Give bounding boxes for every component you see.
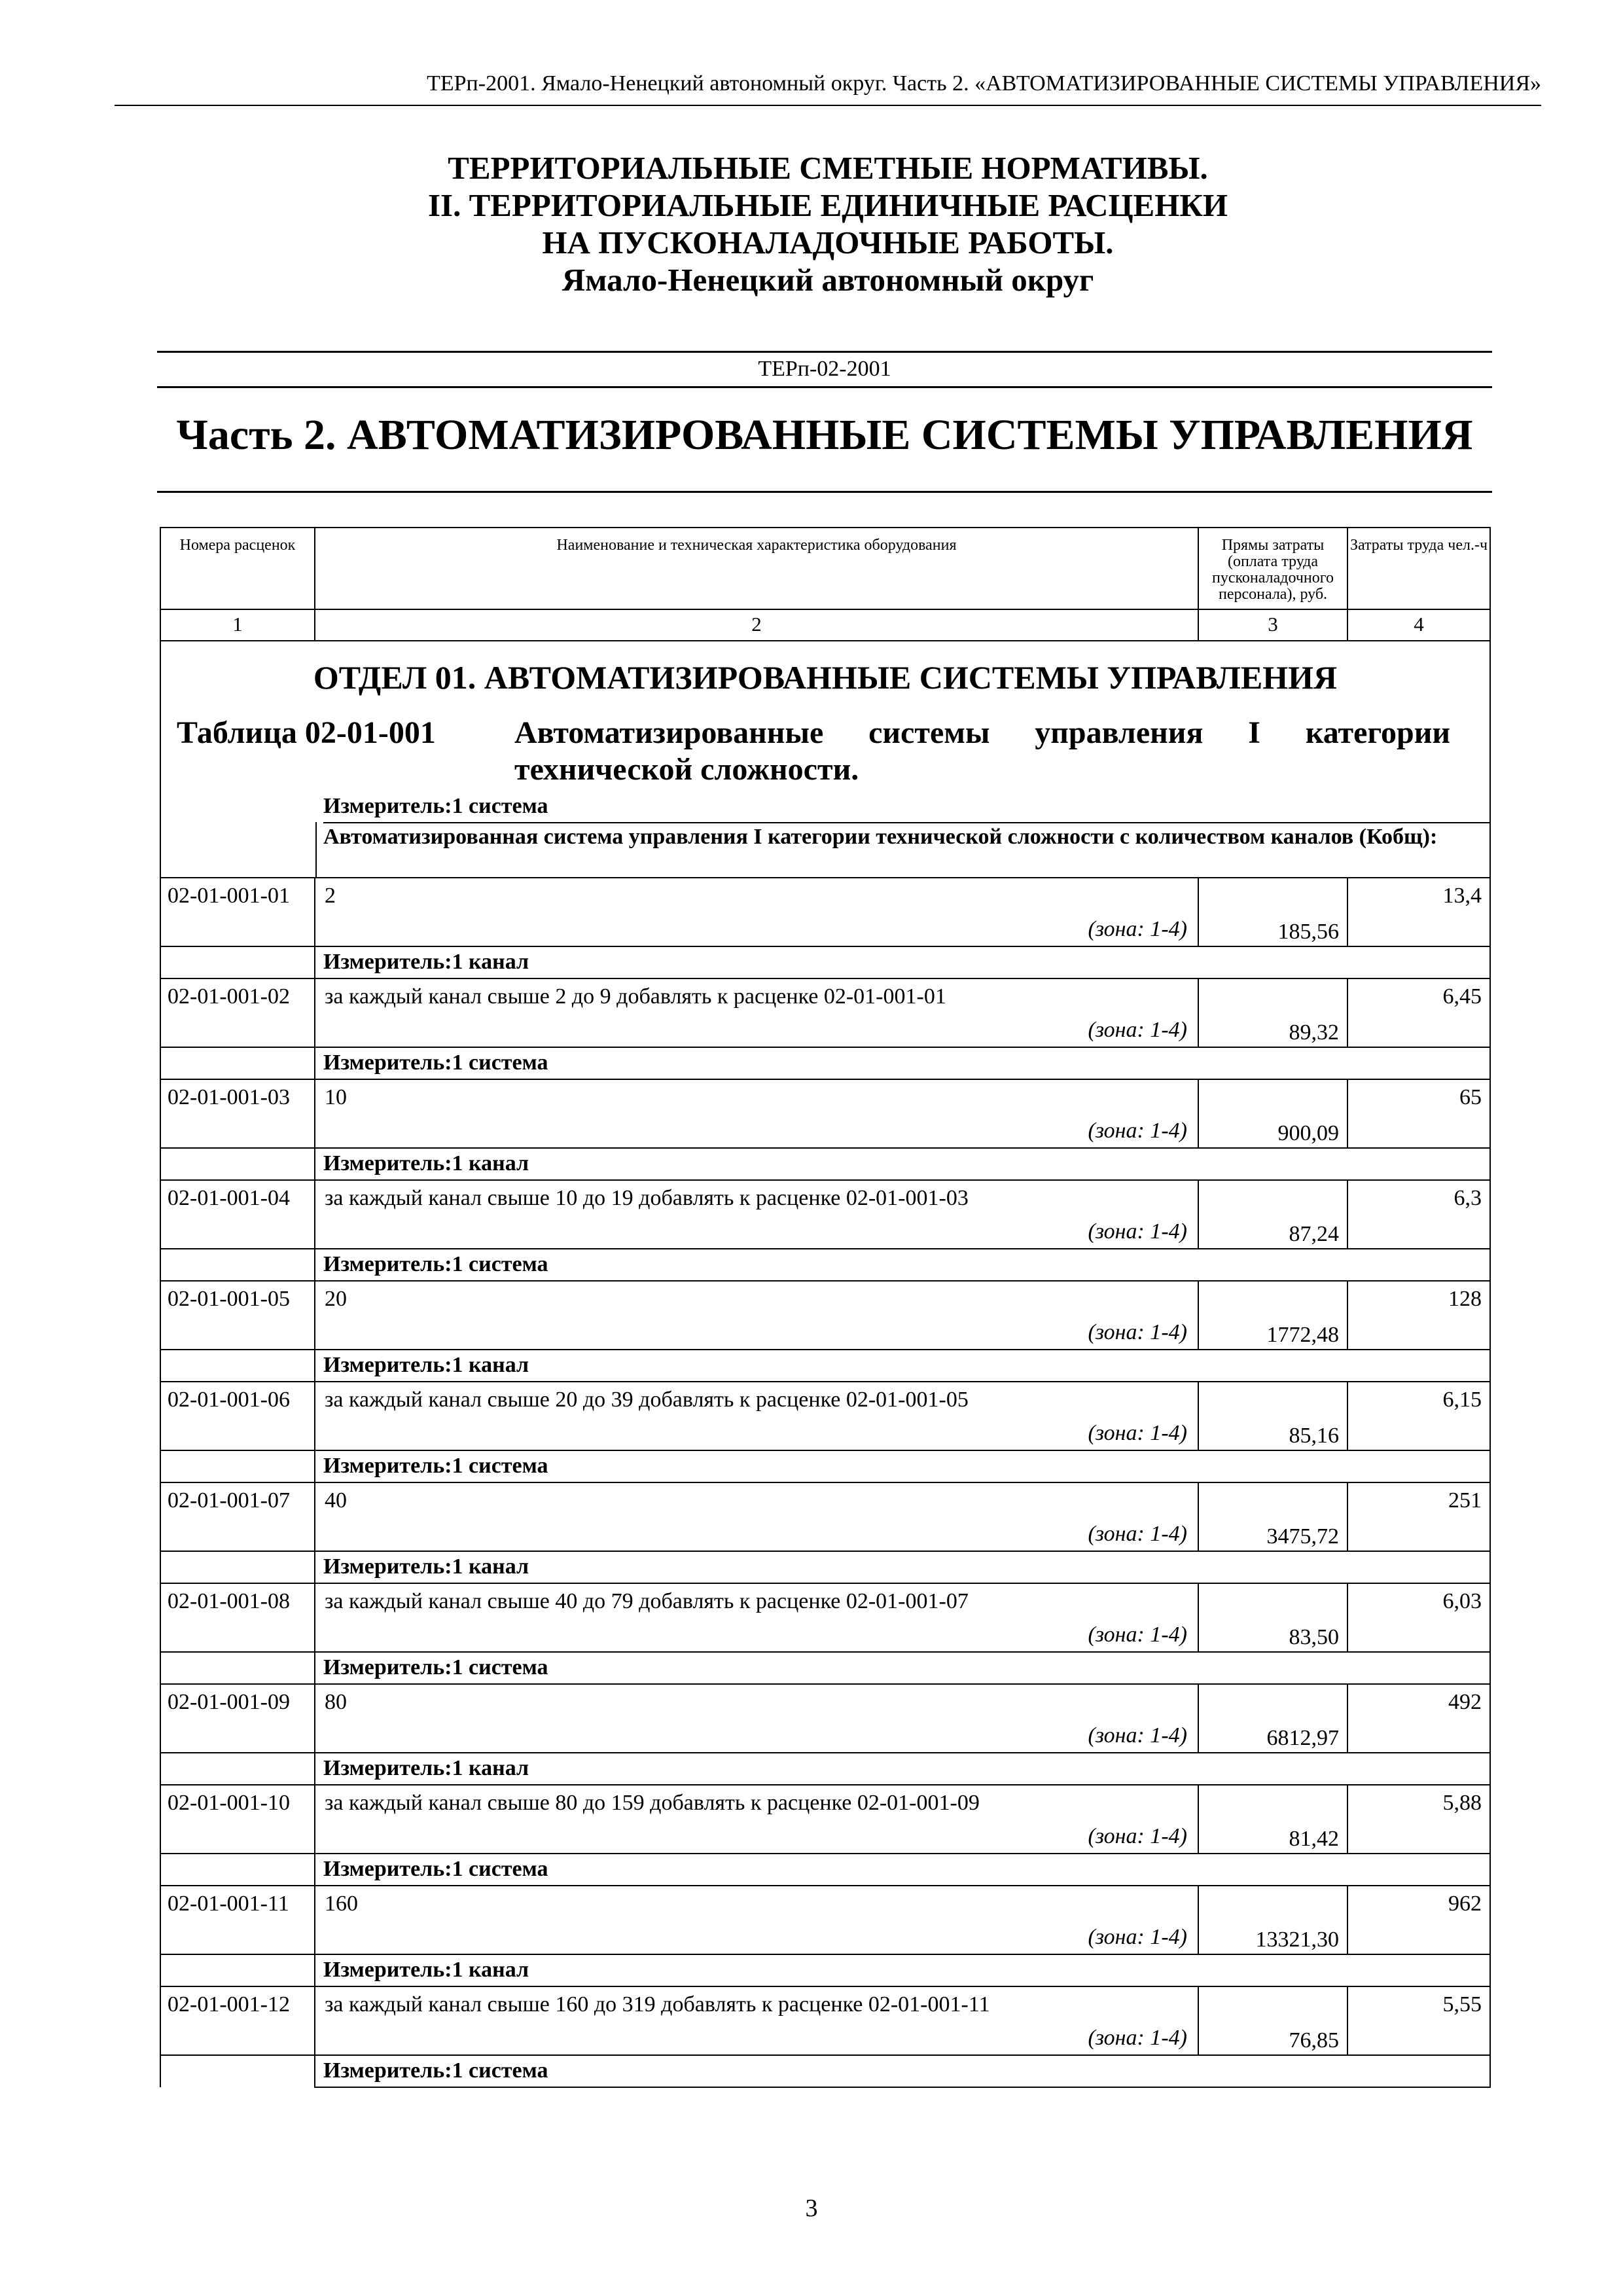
column-number: 2: [315, 609, 1198, 641]
meter-row: [160, 1350, 1490, 1382]
main-title-line-4: Ямало-Ненецкий автономный округ: [562, 262, 1094, 298]
rate-name-cell: [315, 1281, 1198, 1350]
zone-label: (зона: 1-4): [1088, 1119, 1187, 1143]
meter-spacer: [160, 1551, 315, 1583]
direct-cost: 185,56: [1198, 878, 1347, 946]
direct-cost: 6812,97: [1198, 1684, 1347, 1753]
labor-cost: 13,4: [1347, 878, 1490, 946]
meter-row: [160, 1450, 1490, 1482]
rate-code: 02-01-001-10: [160, 1785, 315, 1854]
zone-label: (зона: 1-4): [1088, 1522, 1187, 1546]
meter-spacer: [160, 1249, 315, 1281]
table-row: [160, 1079, 1490, 1148]
direct-cost: 900,09: [1198, 1079, 1347, 1148]
labor-cost: 251: [1347, 1482, 1490, 1551]
meter-row: [160, 1148, 1490, 1180]
rates-table: [160, 527, 1491, 2088]
table-row: [160, 1684, 1490, 1753]
labor-cost: 6,03: [1347, 1583, 1490, 1652]
meter-label: Измеритель:1 система: [315, 1047, 1490, 1079]
main-title-line-1: ТЕРРИТОРИАЛЬНЫЕ СМЕТНЫЕ НОРМАТИВЫ.: [448, 150, 1208, 186]
rate-code: 02-01-001-04: [160, 1180, 315, 1249]
zone-label: (зона: 1-4): [1088, 2026, 1187, 2050]
rate-name-cell: [315, 1079, 1198, 1148]
meter-spacer: [160, 1450, 315, 1482]
column-number: 4: [1347, 609, 1490, 641]
meter-label: Измеритель:1 канал: [315, 946, 1490, 978]
rate-name-cell: [315, 978, 1198, 1047]
meter-label: Измеритель:1 система: [315, 2055, 1490, 2087]
meter-row: [160, 946, 1490, 978]
zone-label: (зона: 1-4): [1088, 1018, 1187, 1042]
direct-cost: 89,32: [1198, 978, 1347, 1047]
rate-code: 02-01-001-07: [160, 1482, 315, 1551]
header-equipment-name: Наименование и техническая характеристика оборудования: [315, 528, 1198, 609]
rate-name-cell: [315, 1180, 1198, 1249]
section-description: Автоматизированная система управления I категории технической сложности с количеством каналов (Кобщ):: [323, 825, 1438, 849]
direct-cost: 1772,48: [1198, 1281, 1347, 1350]
rate-name: за каждый канал свыше 10 до 19 добавлять к расценке 02-01-001-03: [325, 1186, 969, 1210]
doc-code-bottom-rule: [157, 386, 1492, 388]
meter-divider: [323, 822, 1489, 823]
meter-spacer: [160, 1148, 315, 1180]
labor-cost: 5,88: [1347, 1785, 1490, 1854]
labor-cost: 6,45: [1347, 978, 1490, 1047]
column-number: 1: [160, 609, 315, 641]
rate-name: за каждый канал свыше 2 до 9 добавлять к расценке 02-01-001-01: [325, 984, 946, 1009]
meter-row: [160, 1551, 1490, 1583]
table-row: [160, 978, 1490, 1047]
rate-name: 20: [325, 1287, 347, 1311]
rate-code: 02-01-001-09: [160, 1684, 315, 1753]
zone-label: (зона: 1-4): [1088, 917, 1187, 941]
meter-spacer: [160, 1047, 315, 1079]
rate-name: 80: [325, 1690, 347, 1714]
labor-cost: 962: [1347, 1886, 1490, 1954]
meter-row: [160, 1652, 1490, 1684]
direct-cost: 81,42: [1198, 1785, 1347, 1854]
page-number: 3: [805, 2195, 818, 2222]
rate-name-cell: [315, 1986, 1198, 2055]
meter-label: Измеритель:1 система: [315, 1450, 1490, 1482]
meter-spacer: [160, 946, 315, 978]
table-row: [160, 1482, 1490, 1551]
header-labor-costs: Затраты труда чел.-ч: [1347, 528, 1490, 609]
meter-label: Измеритель:1 канал: [315, 1350, 1490, 1382]
direct-cost: 76,85: [1198, 1986, 1347, 2055]
labor-cost: 492: [1347, 1684, 1490, 1753]
doc-code: ТЕРп-02-2001: [758, 357, 891, 381]
table-row: [160, 878, 1490, 946]
meter-label: Измеритель:1 канал: [315, 1551, 1490, 1583]
labor-cost: 128: [1347, 1281, 1490, 1350]
rate-name: за каждый канал свыше 160 до 319 добавлять к расценке 02-01-001-11: [325, 1992, 990, 2017]
table-row: [160, 1886, 1490, 1954]
rate-name: за каждый канал свыше 40 до 79 добавлять к расценке 02-01-001-07: [325, 1589, 969, 1613]
rate-code: 02-01-001-11: [160, 1886, 315, 1954]
zone-label: (зона: 1-4): [1088, 1421, 1187, 1445]
meter-label: Измеритель:1 канал: [315, 1148, 1490, 1180]
table-description: Автоматизированные системы управления I категории технической сложности.: [514, 715, 1450, 787]
section-cell: [160, 641, 1490, 878]
rate-name: 10: [325, 1085, 347, 1109]
meter-row: [160, 1954, 1490, 1986]
rate-name-cell: [315, 878, 1198, 946]
rate-code: 02-01-001-12: [160, 1986, 315, 2055]
meter-label: Измеритель:1 система: [315, 1652, 1490, 1684]
running-head-rule: [115, 105, 1541, 106]
rate-name: 40: [325, 1488, 347, 1513]
meter-spacer: [160, 1854, 315, 1886]
meter-spacer: [160, 1350, 315, 1382]
meter-spacer: [160, 1652, 315, 1684]
header-rate-numbers: Номера расценок: [160, 528, 315, 609]
rate-name-cell: [315, 1382, 1198, 1450]
rate-code: 02-01-001-02: [160, 978, 315, 1047]
meter-row: [160, 1753, 1490, 1785]
meter-row: [160, 1249, 1490, 1281]
rate-code: 02-01-001-08: [160, 1583, 315, 1652]
rate-name: за каждый канал свыше 80 до 159 добавлять к расценке 02-01-001-09: [325, 1791, 980, 1815]
meter-spacer: [160, 2055, 315, 2087]
labor-cost: 65: [1347, 1079, 1490, 1148]
zone-label: (зона: 1-4): [1088, 1219, 1187, 1244]
meter-row: [160, 1854, 1490, 1886]
main-title: [115, 149, 1541, 298]
rate-name-cell: [315, 1684, 1198, 1753]
meter-label: Измеритель:1 система: [315, 1249, 1490, 1281]
rate-code: 02-01-001-05: [160, 1281, 315, 1350]
table-header-row: [160, 528, 1490, 609]
part-title: Часть 2. АВТОМАТИЗИРОВАННЫЕ СИСТЕМЫ УПРАВЛЕНИЯ: [176, 411, 1473, 459]
section-row: [160, 641, 1490, 878]
description-left-border: [315, 822, 317, 877]
meter-label: Измеритель:1 система: [315, 1854, 1490, 1886]
meter-row: [160, 1047, 1490, 1079]
direct-cost: 13321,30: [1198, 1886, 1347, 1954]
doc-code-top-rule: [157, 351, 1492, 353]
table-label: Таблица 02-01-001: [177, 715, 436, 750]
meter-spacer: [160, 1954, 315, 1986]
labor-cost: 5,55: [1347, 1986, 1490, 2055]
table-row: [160, 1180, 1490, 1249]
rate-name: 160: [325, 1892, 358, 1916]
table-row: [160, 1281, 1490, 1350]
zone-label: (зона: 1-4): [1088, 1320, 1187, 1344]
meter-label: Измеритель:1 система: [323, 794, 548, 818]
header-direct-costs: Прямы затраты (оплата труда пусконаладочного персонала), руб.: [1198, 528, 1347, 609]
table-row: [160, 1583, 1490, 1652]
rate-code: 02-01-001-03: [160, 1079, 315, 1148]
running-head: ТЕРп-2001. Ямало-Ненецкий автономный округ. Часть 2. «АВТОМАТИЗИРОВАННЫЕ СИСТЕМЫ УПРАВЛЕНИЯ»: [427, 71, 1541, 96]
direct-cost: 3475,72: [1198, 1482, 1347, 1551]
column-number-row: [160, 609, 1490, 641]
zone-label: (зона: 1-4): [1088, 1824, 1187, 1848]
rate-code: 02-01-001-01: [160, 878, 315, 946]
main-title-line-3: НА ПУСКОНАЛАДОЧНЫЕ РАБОТЫ.: [542, 224, 1114, 260]
meter-label: Измеритель:1 канал: [315, 1954, 1490, 1986]
table-row: [160, 1382, 1490, 1450]
rate-name: 2: [325, 884, 336, 908]
column-number: 3: [1198, 609, 1347, 641]
meter-spacer: [160, 1753, 315, 1785]
zone-label: (зона: 1-4): [1088, 1723, 1187, 1748]
table-row: [160, 1986, 1490, 2055]
zone-label: (зона: 1-4): [1088, 1925, 1187, 1949]
section-title: ОТДЕЛ 01. АВТОМАТИЗИРОВАННЫЕ СИСТЕМЫ УПРАВЛЕНИЯ: [313, 659, 1338, 696]
rate-name-cell: [315, 1583, 1198, 1652]
labor-cost: 6,15: [1347, 1382, 1490, 1450]
meter-label: Измеритель:1 канал: [315, 1753, 1490, 1785]
direct-cost: 87,24: [1198, 1180, 1347, 1249]
rate-name: за каждый канал свыше 20 до 39 добавлять к расценке 02-01-001-05: [325, 1388, 969, 1412]
direct-cost: 83,50: [1198, 1583, 1347, 1652]
labor-cost: 6,3: [1347, 1180, 1490, 1249]
part-title-rule: [157, 491, 1492, 493]
rate-name-cell: [315, 1886, 1198, 1954]
table-row: [160, 1785, 1490, 1854]
rate-name-cell: [315, 1785, 1198, 1854]
main-title-line-2: II. ТЕРРИТОРИАЛЬНЫЕ ЕДИНИЧНЫЕ РАСЦЕНКИ: [427, 187, 1228, 223]
rate-code: 02-01-001-06: [160, 1382, 315, 1450]
rate-name-cell: [315, 1482, 1198, 1551]
meter-row: [160, 2055, 1490, 2087]
direct-cost: 85,16: [1198, 1382, 1347, 1450]
zone-label: (зона: 1-4): [1088, 1623, 1187, 1647]
